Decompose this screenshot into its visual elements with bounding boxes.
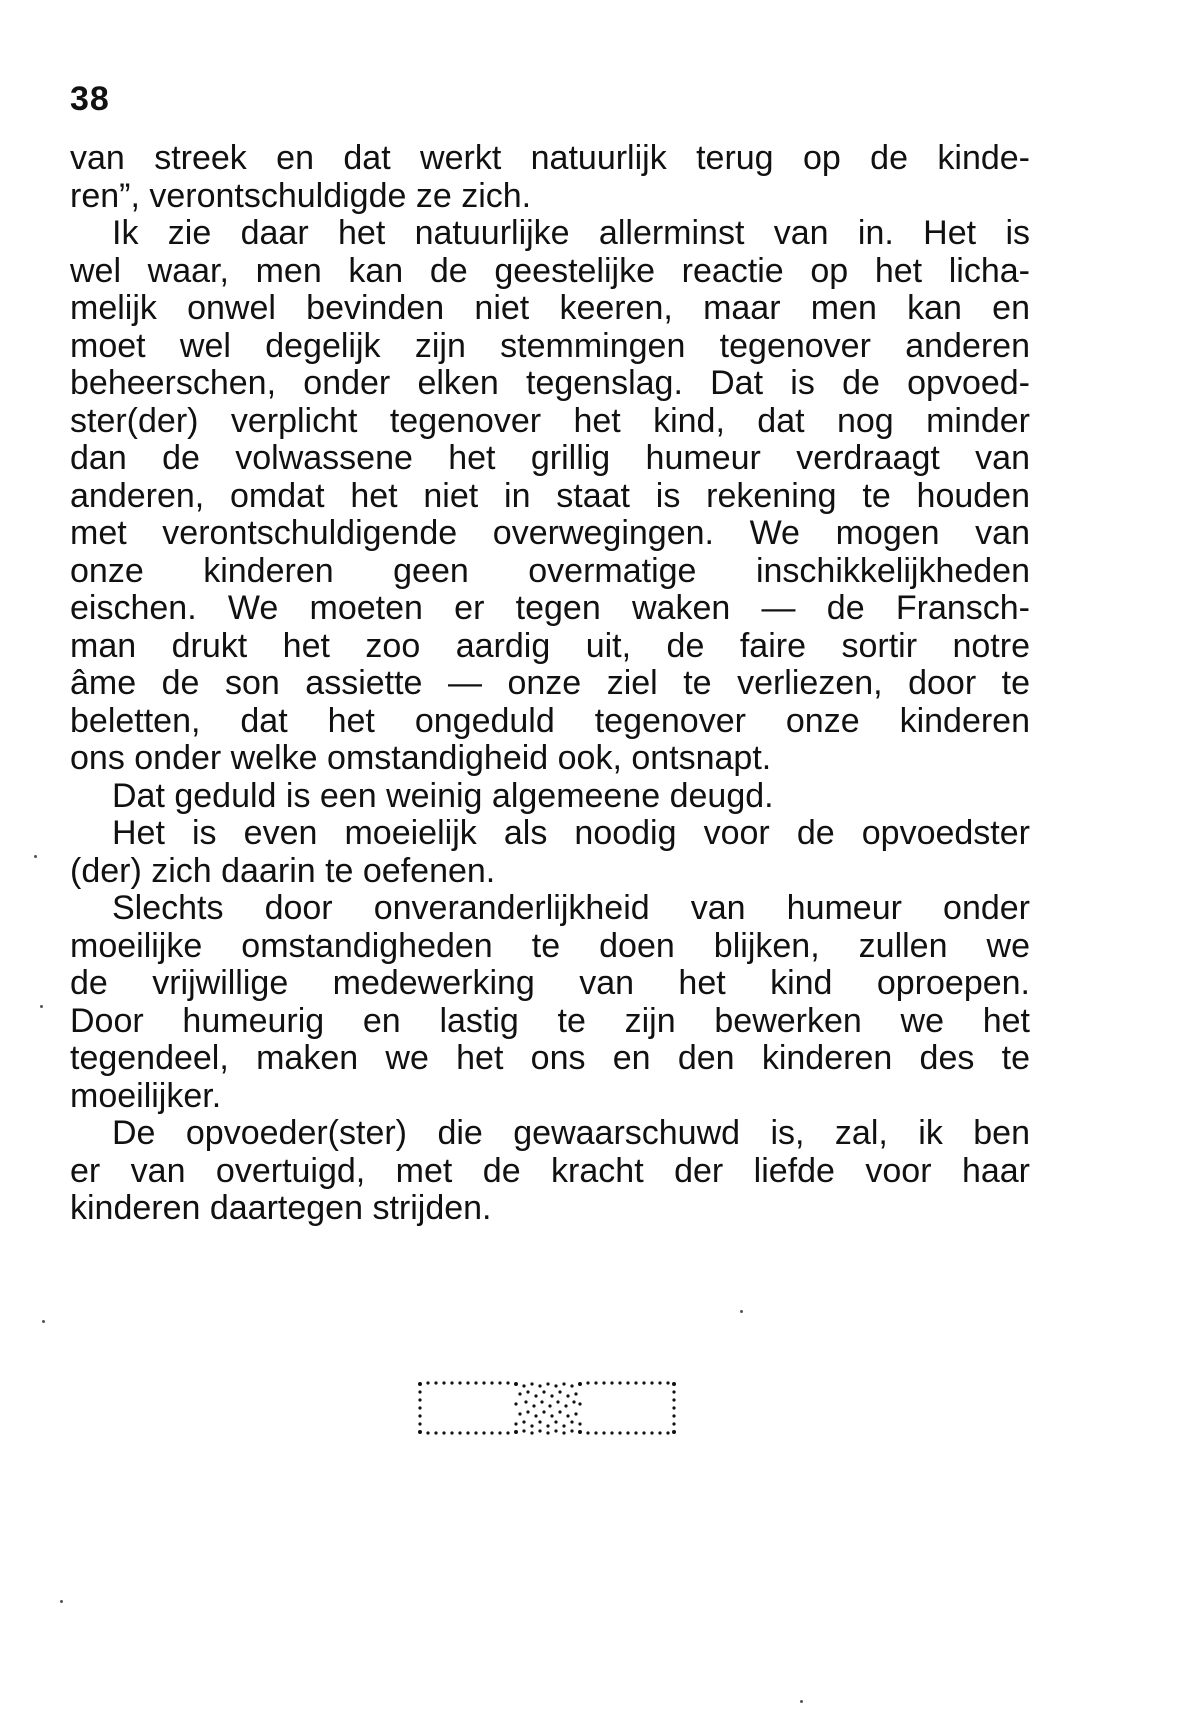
text-line: Slechts door onveranderlijkheid van humeur onder [112,890,1030,927]
ornament-dots [418,1381,676,1434]
text-line: moeilijke omstandigheden te doen blijken, zullen we [70,927,1030,965]
text-line: eischen. We moeten er tegen waken — de Fransch- [70,590,1030,627]
text-line: (der) zich daarin te oefenen. [70,852,496,890]
text-line: man drukt het zoo aardig uit, de faire sortir notre [70,627,1030,665]
scan-speck [60,1600,63,1603]
dotted-ornament-icon [416,1378,678,1438]
text-line: van streek en dat werkt natuurlijk terug op de kinde- [70,140,1030,177]
text-line: moeilijker. [70,1077,222,1115]
text-line: tegendeel, maken we het ons en den kinderen des te [70,1040,1030,1077]
scan-speck [40,1005,43,1008]
text-line: ster(der) verplicht tegenover het kind, dat nog minder [70,402,1030,440]
text-line: met verontschuldigende overwegingen. We mogen van [70,515,1030,552]
page-number: 38 [70,80,110,118]
text-line: Het is even moeielijk als noodig voor de opvoedster [112,815,1030,852]
text-line: Door humeurig en lastig te zijn bewerken we het [70,1002,1030,1040]
scan-speck [42,1320,45,1323]
text-line: melijk onwel bevinden niet keeren, maar men kan en [70,290,1030,327]
text-line: dan de volwassene het grillig humeur verdraagt van [70,440,1030,477]
text-line: Ik zie daar het natuurlijke allerminst van in. Het is [112,215,1030,252]
text-line: onze kinderen geen overmatige inschikkelijkheden [70,552,1030,590]
scan-speck [800,1700,803,1703]
scan-speck [740,1310,743,1313]
text-line: de vrijwillige medewerking van het kind oproepen. [70,965,1030,1002]
text-line: kinderen daartegen strijden. [70,1190,492,1227]
text-line: De opvoeder(ster) die gewaarschuwd is, zal, ik ben [112,1115,1030,1152]
text-line: anderen, omdat het niet in staat is rekening te houden [70,477,1030,515]
text-line: er van overtuigd, met de kracht der liefde voor haar [70,1152,1030,1190]
ornament-right-frame [586,1381,676,1434]
text-line: ons onder welke omstandigheid ook, ontsnapt. [70,740,772,777]
text-line: âme de son assiette — onze ziel te verliezen, door te [70,665,1030,702]
scan-speck [34,855,37,858]
ornament-center [514,1382,582,1435]
text-line: beheerschen, onder elken tegenslag. Dat is de opvoed- [70,365,1030,402]
text-line: beletten, dat het ongeduld tegenover onze kinderen [70,702,1030,740]
text-line: wel waar, men kan de geestelijke reactie op het licha- [70,252,1030,290]
ornament-left-frame [418,1381,510,1434]
body-text [70,140,1030,1228]
text-line: Dat geduld is een weinig algemeene deugd. [112,777,774,815]
text-line: moet wel degelijk zijn stemmingen tegenover anderen [70,327,1030,365]
text-line: ren”, verontschuldigde ze zich. [70,177,532,215]
